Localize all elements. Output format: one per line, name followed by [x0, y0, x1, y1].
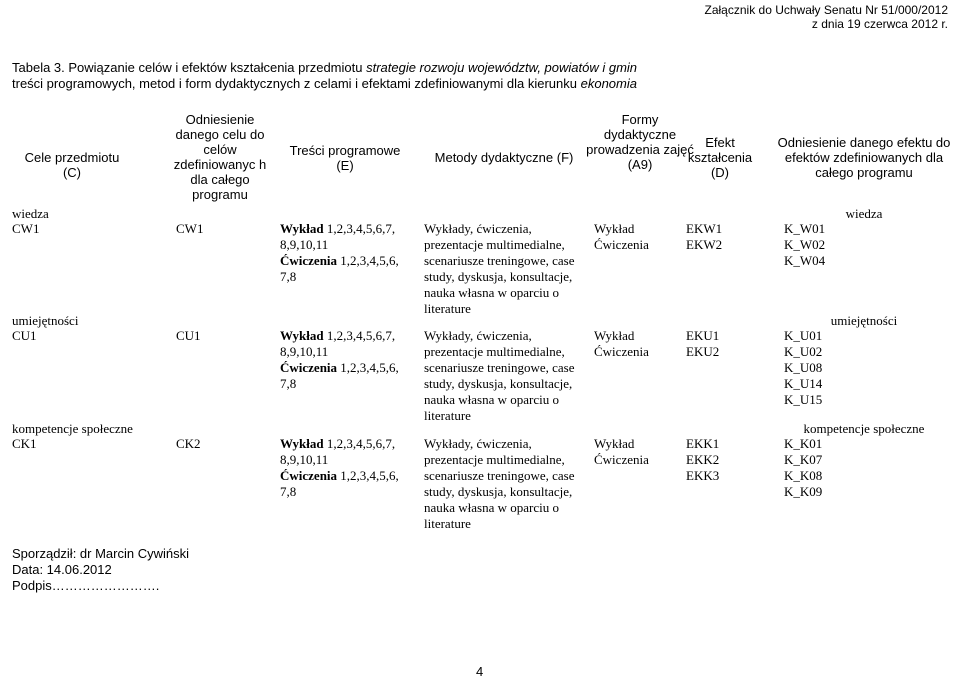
form-item: Ćwiczenia — [594, 237, 649, 252]
teaching-methods: Wykłady, ćwiczenia, prezentacje multimedialne, scenariusze treningowe, case study, dyskusja, konsultacje, nauka własna w oparciu o literature — [424, 436, 575, 531]
col-header-methods: Metody dydaktyczne (F) — [434, 150, 574, 165]
content-lecture-label: Wykład — [280, 328, 324, 343]
content-lecture-label: Wykład — [280, 436, 324, 451]
program-references — [784, 436, 822, 500]
program-ref-item: K_W02 — [784, 237, 826, 252]
content-exercise-topics: 1,2,3,4,5,6, 7,8 — [280, 360, 399, 391]
content-program — [280, 328, 416, 392]
content-program — [280, 221, 416, 285]
page-number: 4 — [476, 664, 484, 679]
col-header-program-reference: Odniesienie danego efektu do efektów zdefiniowanych dla całego programu — [777, 135, 951, 180]
signature-block — [12, 546, 189, 594]
program-ref-item: K_K09 — [784, 484, 823, 499]
effect-item: EKK1 — [686, 436, 720, 451]
content-program — [280, 436, 416, 500]
section-label-knowledge: wiedza — [12, 206, 49, 221]
learning-effects — [686, 221, 722, 253]
caption-prefix: Tabela 3. Powiązanie celów i efektów kształcenia przedmiotu — [12, 60, 367, 75]
form-item: Wykład — [594, 221, 635, 236]
teaching-forms — [594, 328, 649, 360]
program-ref-item: K_U15 — [784, 392, 823, 407]
content-lecture-topics: 1,2,3,4,5,6,7, 8,9,10,11 — [280, 221, 396, 252]
goal-code: CU1 — [12, 328, 37, 343]
section-label-social-competences: kompetencje społeczne — [12, 421, 133, 436]
goal-code: CW1 — [12, 221, 40, 236]
col-header-content: Treści programowe (E) — [289, 143, 401, 173]
program-ref-item: K_U01 — [784, 328, 823, 343]
effect-item: EKW1 — [686, 221, 723, 236]
content-exercise-label: Ćwiczenia — [280, 360, 338, 375]
learning-effects — [686, 328, 719, 360]
content-lecture-topics: 1,2,3,4,5,6,7, 8,9,10,11 — [280, 436, 396, 467]
caption-field: ekonomia — [580, 76, 637, 91]
content-exercise-topics: 1,2,3,4,5,6, 7,8 — [280, 253, 399, 284]
effect-item: EKW2 — [686, 237, 723, 252]
caption-line-2: treści programowych, metod i form dydaktycznych z celami i efektami zdefiniowanymi dla kierunku — [12, 76, 581, 91]
col-header-goal-reference: Odniesienie danego celu do celów zdefiniowanyc h dla całego programu — [173, 112, 267, 202]
effect-item: EKU2 — [686, 344, 720, 359]
document-header — [705, 3, 948, 31]
effect-item: EKK3 — [686, 468, 720, 483]
learning-effects — [686, 436, 719, 484]
program-ref-item: K_U14 — [784, 376, 823, 391]
program-references — [784, 221, 825, 269]
col-header-forms: Formy dydaktyczne prowadzenia zajęć (A9) — [586, 112, 694, 172]
program-ref-item: K_K07 — [784, 452, 823, 467]
content-exercise-topics: 1,2,3,4,5,6, 7,8 — [280, 468, 399, 499]
teaching-methods: Wykłady, ćwiczenia, prezentacje multimedialne, scenariusze treningowe, case study, dyskusja, konsultacje, nauka własna w oparciu o literature — [424, 328, 575, 423]
content-lecture-label: Wykład — [280, 221, 324, 236]
signature-line: Podpis……………………. — [12, 578, 160, 593]
goal-code: CK1 — [12, 436, 37, 451]
section-label-skills-right: umiejętności — [830, 313, 898, 328]
goal-reference: CK2 — [176, 436, 201, 451]
form-item: Ćwiczenia — [594, 344, 649, 359]
form-item: Ćwiczenia — [594, 452, 649, 467]
header-line-1: Załącznik do Uchwały Senatu Nr 51/000/2012 — [704, 3, 948, 17]
content-exercise-label: Ćwiczenia — [280, 253, 338, 268]
table-caption — [12, 60, 942, 92]
content-lecture-topics: 1,2,3,4,5,6,7, 8,9,10,11 — [280, 328, 396, 359]
col-header-goals: Cele przedmiotu (C) — [24, 150, 120, 180]
program-ref-item: K_W04 — [784, 253, 826, 268]
program-ref-item: K_W01 — [784, 221, 826, 236]
program-ref-item: K_K08 — [784, 468, 823, 483]
section-label-skills: umiejętności — [12, 313, 79, 328]
program-ref-item: K_U08 — [784, 360, 823, 375]
section-label-social-competences-right: kompetencje społeczne — [803, 421, 925, 436]
program-ref-item: K_U02 — [784, 344, 823, 359]
form-item: Wykład — [594, 328, 635, 343]
header-line-2: z dnia 19 czerwca 2012 r. — [811, 17, 948, 31]
col-header-effects: Efekt kształcenia (D) — [687, 135, 753, 180]
teaching-forms — [594, 436, 649, 468]
goal-reference: CU1 — [176, 328, 201, 343]
effect-item: EKU1 — [686, 328, 720, 343]
goal-reference: CW1 — [176, 221, 204, 236]
effect-item: EKK2 — [686, 452, 720, 467]
form-item: Wykład — [594, 436, 635, 451]
content-exercise-label: Ćwiczenia — [280, 468, 338, 483]
prepared-date: Data: 14.06.2012 — [12, 562, 112, 577]
teaching-methods: Wykłady, ćwiczenia, prezentacje multimedialne, scenariusze treningowe, case study, dyskusja, konsultacje, nauka własna w oparciu o literature — [424, 221, 575, 316]
caption-subject: strategie rozwoju województw, powiatów i gmin — [366, 60, 638, 75]
teaching-forms — [594, 221, 649, 253]
program-references — [784, 328, 822, 408]
prepared-by: Sporządził: dr Marcin Cywiński — [12, 546, 189, 561]
program-ref-item: K_K01 — [784, 436, 823, 451]
section-label-knowledge-right: wiedza — [845, 206, 883, 221]
